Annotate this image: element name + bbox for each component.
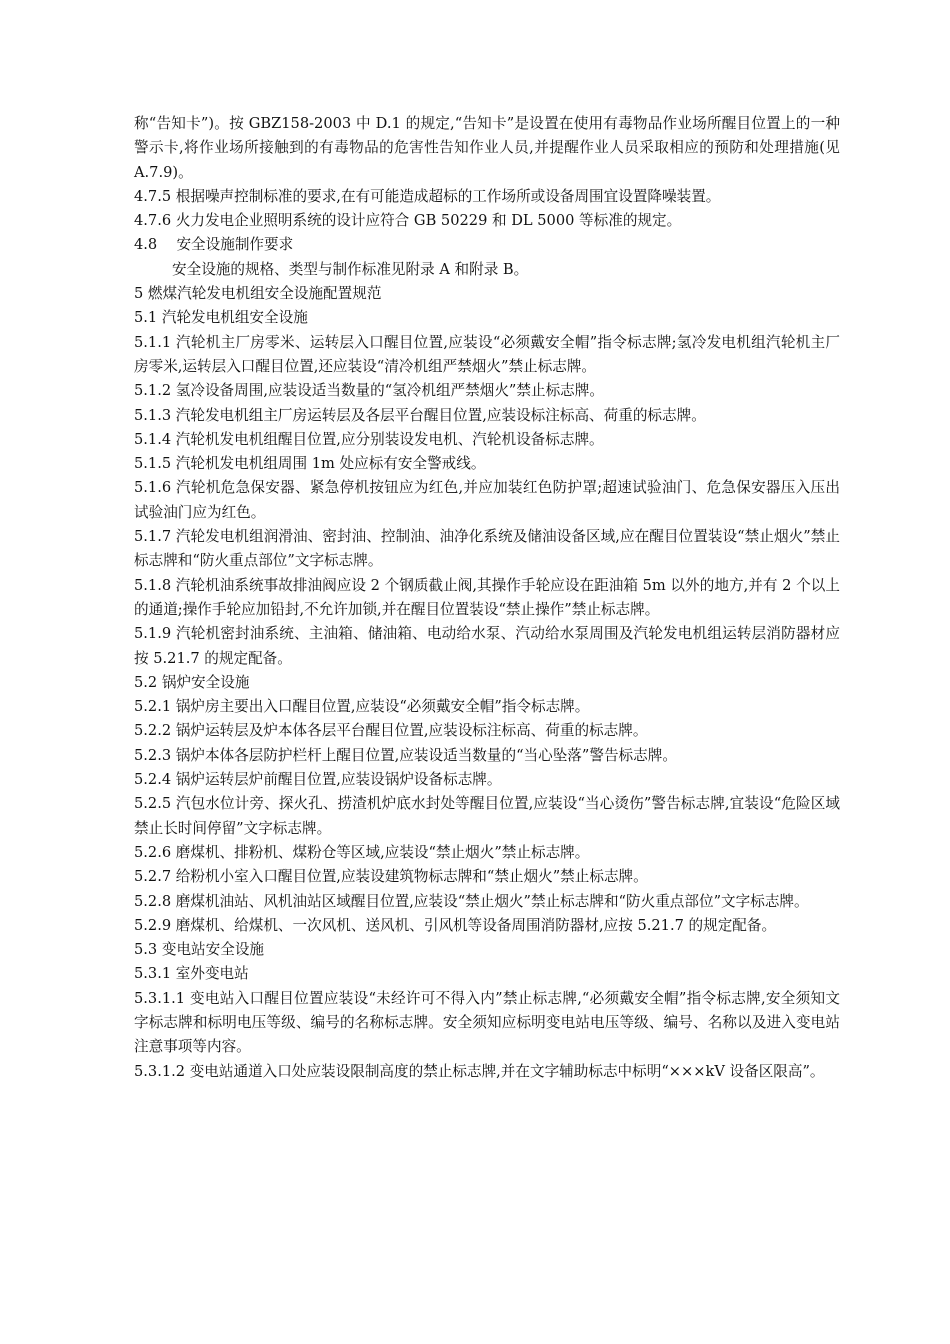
clause-5-1-3: 5.1.3 汽轮发电机组主厂房运转层及各层平台醒目位置,应装设标注标高、荷重的标志牌。 bbox=[134, 406, 706, 424]
clause-4-7-5: 4.7.5 根据噪声控制标准的要求,在有可能造成超标的工作场所或设备周围宜设置降噪装置。 bbox=[134, 187, 721, 205]
heading-5-3: 5.3 变电站安全设施 bbox=[134, 941, 265, 959]
clause-5-2-5: 5.2.5 汽包水位计旁、探火孔、捞渣机炉底水封处等醒目位置,应装设“当心烫伤”警告标志牌,宜装设“危险区域禁止长时间停留”文字标志牌。 bbox=[134, 795, 840, 837]
heading-5-3-1: 5.3.1 室外变电站 bbox=[134, 965, 249, 983]
clause-5-3-1-1: 5.3.1.1 变电站入口醒目位置应装设“未经许可不得入内”禁止标志牌,“必须戴安全帽”指令标志牌,安全须知文字标志牌和标明电压等级、编号的名称标志牌。安全须知应标明变电站电压等级、编号、名称以及进入变电站注意事项等内容。 bbox=[134, 989, 840, 1056]
clause-5-2-2: 5.2.2 锅炉运转层及炉本体各层平台醒目位置,应装设标注标高、荷重的标志牌。 bbox=[134, 722, 648, 740]
clause-5-1-5: 5.1.5 汽轮机发电机组周围 1m 处应标有安全警戒线。 bbox=[134, 455, 486, 473]
clause-5-2-7: 5.2.7 给粉机小室入口醒目位置,应装设建筑物标志牌和“禁止烟火”禁止标志牌。 bbox=[134, 868, 648, 886]
clause-5-2-4: 5.2.4 锅炉运转层炉前醒目位置,应装设锅炉设备标志牌。 bbox=[134, 771, 502, 789]
clause-5-1-8: 5.1.8 汽轮机油系统事故排油阀应设 2 个钢质截止阀,其操作手轮应设在距油箱 5m 以外的地方,并有 2 个以上的通道;操作手轮应加铅封,不允许加锁,并在醒目位置装设“禁止操作”禁止标志牌。 bbox=[134, 576, 840, 618]
clause-5-1-1: 5.1.1 汽轮机主厂房零米、运转层入口醒目位置,应装设“必须戴安全帽”指令标志牌;氢冷发电机组汽轮机主厂房零米,运转层入口醒目位置,还应装设“清冷机组严禁烟火”禁止标志牌。 bbox=[134, 333, 840, 375]
clause-5-1-7: 5.1.7 汽轮发电机组润滑油、密封油、控制油、油净化系统及储油设备区域,应在醒目位置装设“禁止烟火”禁止标志牌和“防火重点部位”文字标志牌。 bbox=[134, 528, 840, 570]
heading-5-1: 5.1 汽轮发电机组安全设施 bbox=[134, 309, 308, 327]
heading-4-8: 4.8 安全设施制作要求 bbox=[134, 236, 294, 254]
clause-5-3-1-2: 5.3.1.2 变电站通道入口处应装设限制高度的禁止标志牌,并在文字辅助标志中标明“×××kV 设备区限高”。 bbox=[134, 1062, 825, 1080]
document-page bbox=[134, 112, 840, 1084]
heading-5-2: 5.2 锅炉安全设施 bbox=[134, 673, 250, 691]
clause-5-2-9: 5.2.9 磨煤机、给煤机、一次风机、送风机、引风机等设备周围消防器材,应按 5.21.7 的规定配备。 bbox=[134, 916, 777, 934]
clause-5-2-1: 5.2.1 锅炉房主要出入口醒目位置,应装设“必须戴安全帽”指令标志牌。 bbox=[134, 698, 590, 716]
clause-5-2-3: 5.2.3 锅炉本体各层防护栏杆上醒目位置,应装设适当数量的“当心坠落”警告标志牌。 bbox=[134, 746, 677, 764]
clause-5-1-2: 5.1.2 氢冷设备周围,应装设适当数量的“氢冷机组严禁烟火”禁止标志牌。 bbox=[134, 382, 604, 400]
clause-5-2-6: 5.2.6 磨煤机、排粉机、煤粉仓等区域,应装设“禁止烟火”禁止标志牌。 bbox=[134, 843, 590, 861]
heading-5: 5 燃煤汽轮发电机组安全设施配置规范 bbox=[134, 285, 382, 303]
clause-5-1-6: 5.1.6 汽轮机危急保安器、紧急停机按钮应为红色,并应加装红色防护罩;超速试验油门、危急保安器压入压出试验油门应为红色。 bbox=[134, 479, 840, 521]
paragraph-continued-notice-card: 称“告知卡”)。按 GBZ158-2003 中 D.1 的规定,“告知卡”是设置在使用有毒物品作业场所醒目位置上的一种警示卡,将作业场所接触到的有毒物品的危害性告知作业人员,并提醒作业人员采取相应的预防和处理措施(见 A.7.9)。 bbox=[134, 115, 840, 181]
clause-5-1-9: 5.1.9 汽轮机密封油系统、主油箱、储油箱、电动给水泵、汽动给水泵周围及汽轮发电机组运转层消防器材应按 5.21.7 的规定配备。 bbox=[134, 625, 840, 667]
clause-5-1-4: 5.1.4 汽轮机发电机组醒目位置,应分别装设发电机、汽轮机设备标志牌。 bbox=[134, 430, 604, 448]
clause-4-7-6: 4.7.6 火力发电企业照明系统的设计应符合 GB 50229 和 DL 5000 等标准的规定。 bbox=[134, 212, 682, 230]
clause-5-2-8: 5.2.8 磨煤机油站、风机油站区域醒目位置,应装设“禁止烟火”禁止标志牌和“防火重点部位”文字标志牌。 bbox=[134, 892, 809, 910]
paragraph-4-8-body: 安全设施的规格、类型与制作标准见附录 A 和附录 B。 bbox=[172, 260, 529, 278]
